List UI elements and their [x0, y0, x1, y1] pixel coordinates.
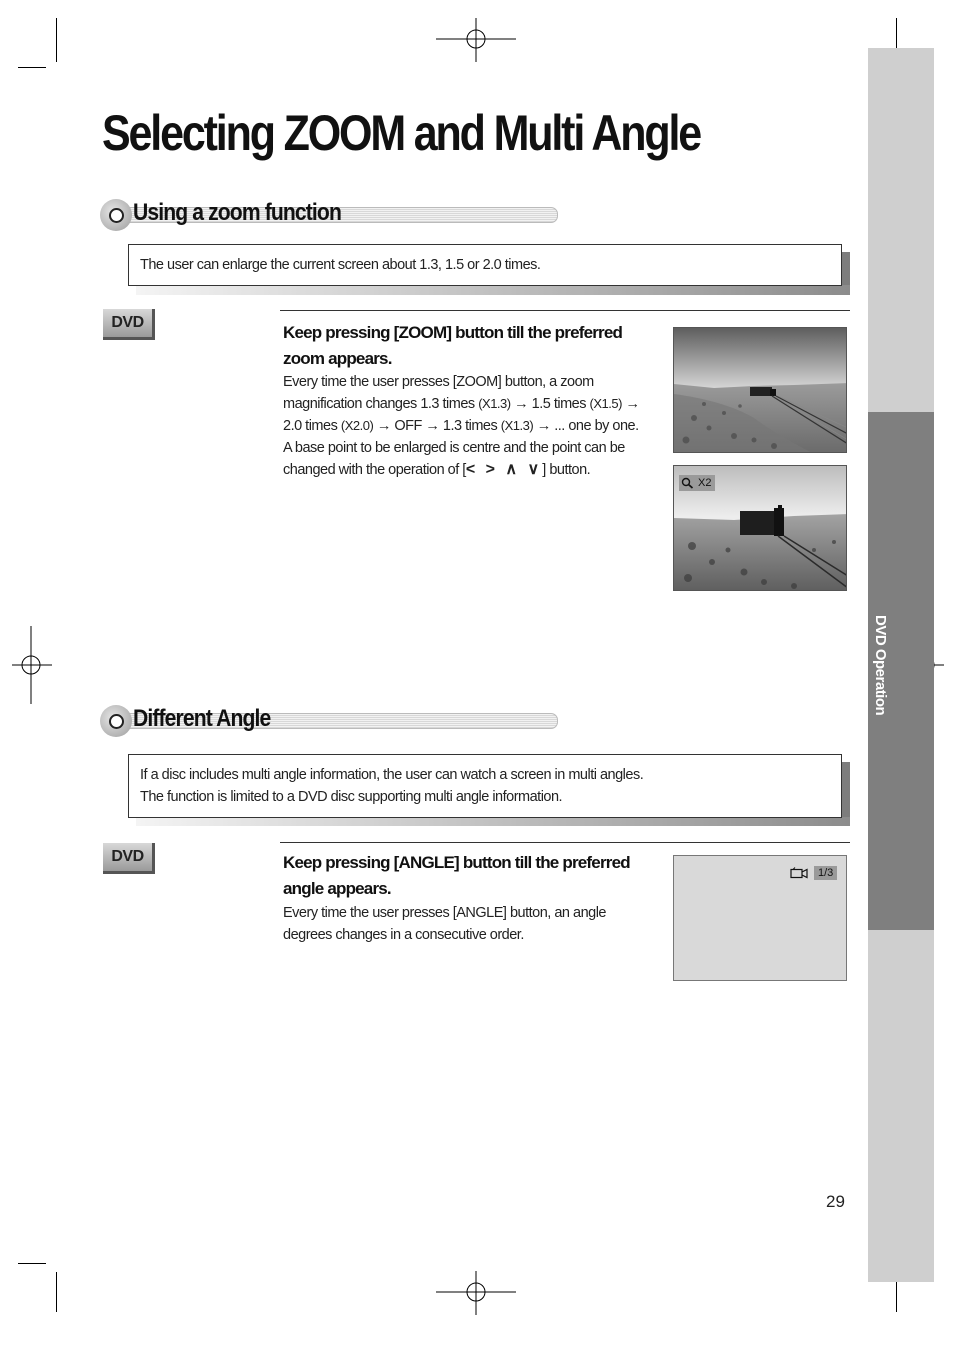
- section-heading-angle: Different Angle: [100, 705, 560, 737]
- divider: [280, 310, 850, 311]
- train-photo-normal: [673, 327, 847, 453]
- angle-indicator-value: 1/3: [814, 866, 837, 880]
- dvd-badge: DVD: [103, 309, 155, 340]
- bullet-ring-icon: [109, 714, 124, 729]
- dvd-badge: DVD: [103, 843, 155, 874]
- camera-icon: [790, 867, 808, 879]
- page-title: Selecting ZOOM and Multi Angle: [102, 105, 701, 161]
- angle-screen: [673, 855, 847, 981]
- zoom-indicator: [679, 475, 715, 491]
- angle-indicator: [790, 866, 837, 880]
- zoom-note-box: [128, 244, 842, 286]
- registration-mark-left: [12, 626, 52, 704]
- registration-mark-bottom: [436, 1271, 516, 1315]
- magnifier-icon: [681, 477, 694, 489]
- zoom-note-text: The user can enlarge the current screen about 1.3, 1.5 or 2.0 times.: [140, 257, 541, 273]
- page-number: 29: [826, 1192, 845, 1211]
- registration-mark-top: [436, 18, 516, 62]
- side-tab-label: DVD Operation: [872, 615, 889, 716]
- train-photo-zoomed: [673, 465, 847, 591]
- angle-note-line-1: If a disc includes multi angle information, the user can watch a screen in multi angles.: [140, 767, 644, 783]
- angle-step-body: Every time the user presses [ANGLE] button, an angle degrees changes in a consecutive order.: [283, 905, 606, 943]
- zoom-step-body: Every time the user presses [ZOOM] button, a zoom magnification changes 1.3 times (X1.3) → 1.5 times (X1.5) → 2.0 times (X2.0) → OFF → 1.3 times (X1.3) → ... one by one. A base point to be enlarged is centre and the point can be changed with the operation of [< > ∧ ∨] button.: [283, 374, 640, 478]
- zoom-step-title: Keep pressing [ZOOM] button till the preferred zoom appears.: [283, 323, 623, 368]
- bullet-ring-icon: [109, 208, 124, 223]
- angle-note-box: [128, 754, 842, 818]
- section-heading-zoom: Using a zoom function: [100, 199, 560, 231]
- angle-note-line-2: The function is limited to a DVD disc supporting multi angle information.: [140, 789, 563, 805]
- train-scene-image: [674, 328, 847, 453]
- divider: [280, 842, 850, 843]
- angle-step-title: Keep pressing [ANGLE] button till the preferred angle appears.: [283, 853, 630, 898]
- zoom-indicator-value: X2: [698, 477, 712, 489]
